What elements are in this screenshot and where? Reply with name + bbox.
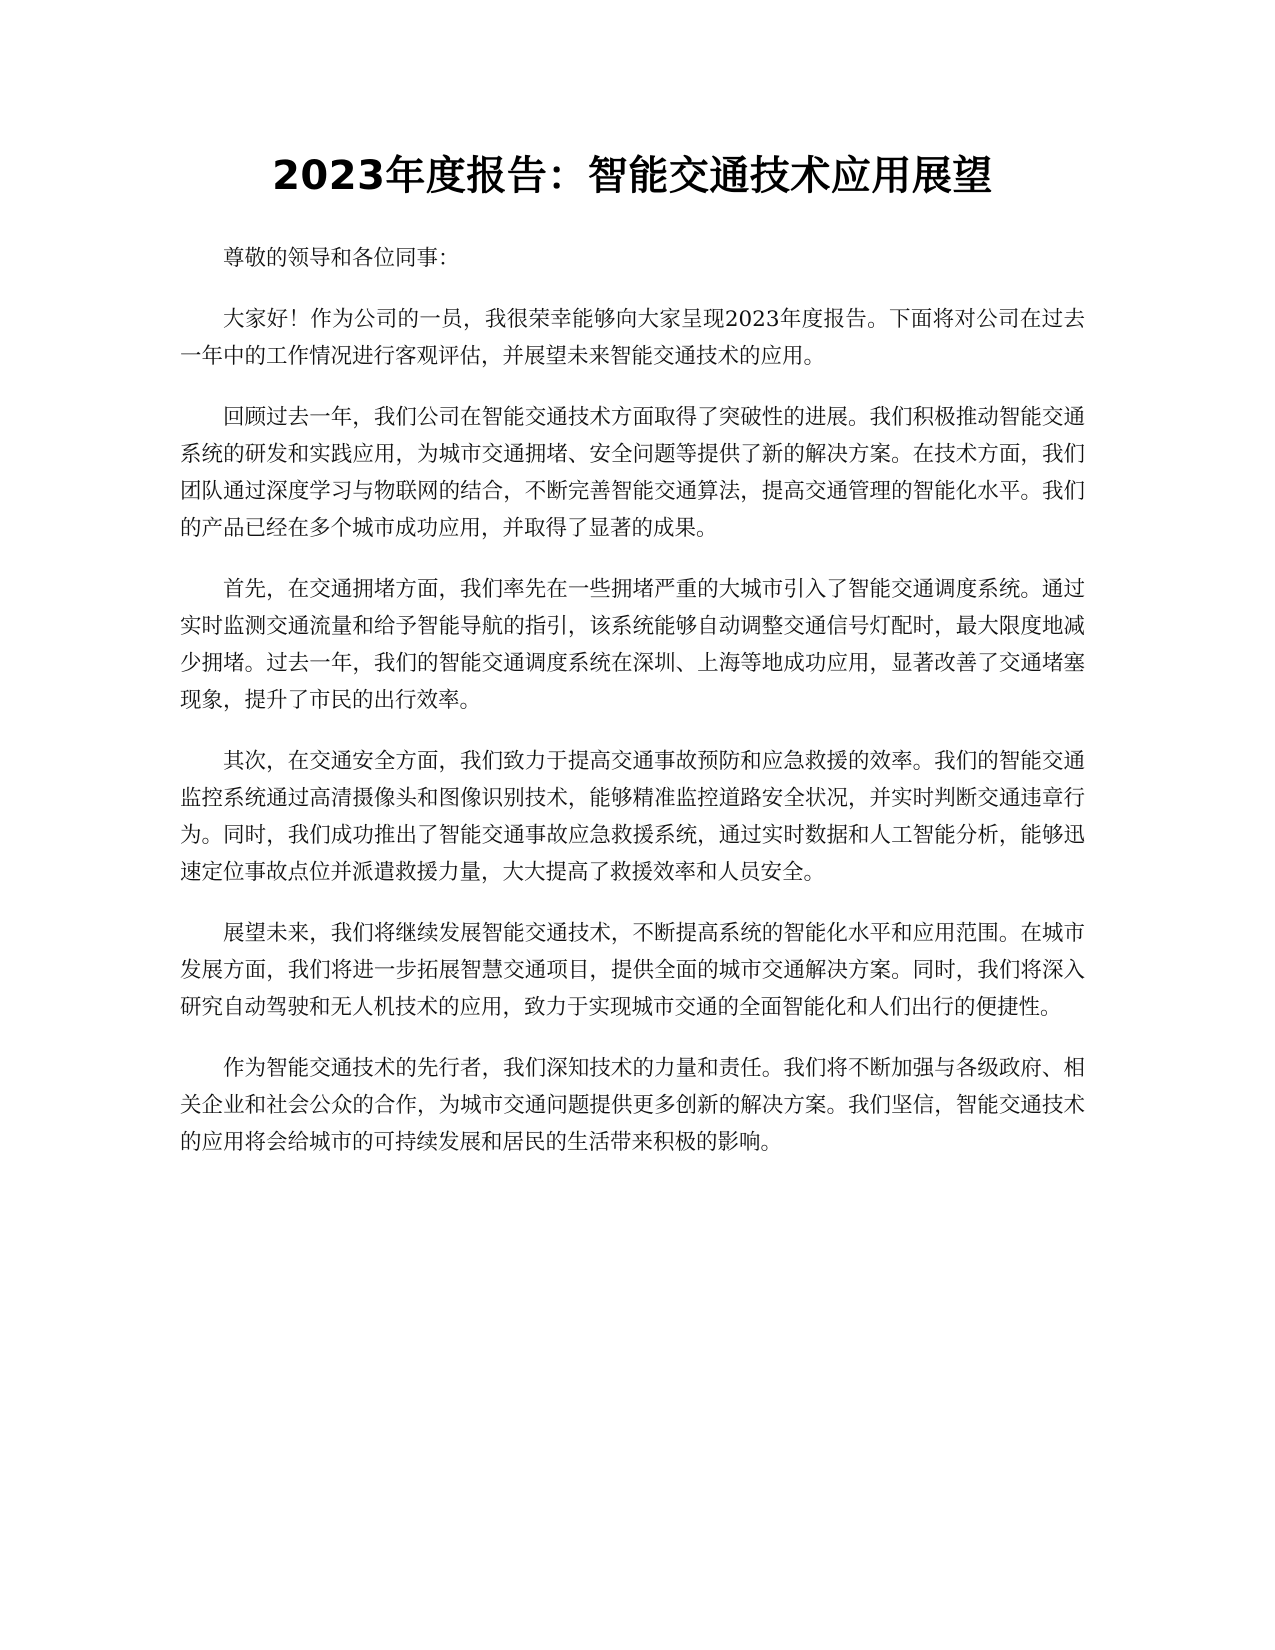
paragraph-review: 回顾过去一年，我们公司在智能交通技术方面取得了突破性的进展。我们积极推动智能交通系统的研发和实践应用，为城市交通拥堵、安全问题等提供了新的解决方案。在技术方面，我们团队通过深度学习与物联网的结合，不断完善智能交通算法，提高交通管理的智能化水平。我们的产品已经在多个城市成功应用，并取得了显著的成果。 [180, 405, 1085, 541]
paragraph-closing: 作为智能交通技术的先行者，我们深知技术的力量和责任。我们将不断加强与各级政府、相关企业和社会公众的合作，为城市交通问题提供更多创新的解决方案。我们坚信，智能交通技术的应用将会给城市的可持续发展和居民的生活带来积极的影响。 [180, 1056, 1085, 1155]
salutation: 尊敬的领导和各位同事： [223, 246, 460, 271]
paragraph-congestion: 首先，在交通拥堵方面，我们率先在一些拥堵严重的大城市引入了智能交通调度系统。通过实时监测交通流量和给予智能导航的指引，该系统能够自动调整交通信号灯配时，最大限度地减少拥堵。过去一年，我们的智能交通调度系统在深圳、上海等地成功应用，显著改善了交通堵塞现象，提升了市民的出行效率。 [180, 577, 1085, 713]
document-title: 2023年度报告：智能交通技术应用展望 [272, 153, 993, 199]
paragraph-outlook: 展望未来，我们将继续发展智能交通技术，不断提高系统的智能化水平和应用范围。在城市发展方面，我们将进一步拓展智慧交通项目，提供全面的城市交通解决方案。同时，我们将深入研究自动驾驶和无人机技术的应用，致力于实现城市交通的全面智能化和人们出行的便捷性。 [180, 921, 1085, 1020]
paragraph-safety: 其次，在交通安全方面，我们致力于提高交通事故预防和应急救援的效率。我们的智能交通监控系统通过高清摄像头和图像识别技术，能够精准监控道路安全状况，并实时判断交通违章行为。同时，我们成功推出了智能交通事故应急救援系统，通过实时数据和人工智能分析，能够迅速定位事故点位并派遣救援力量，大大提高了救援效率和人员安全。 [180, 749, 1085, 885]
document-page [180, 148, 1085, 1185]
paragraph-intro: 大家好！作为公司的一员，我很荣幸能够向大家呈现2023年度报告。下面将对公司在过去一年中的工作情况进行客观评估，并展望未来智能交通技术的应用。 [180, 307, 1085, 369]
